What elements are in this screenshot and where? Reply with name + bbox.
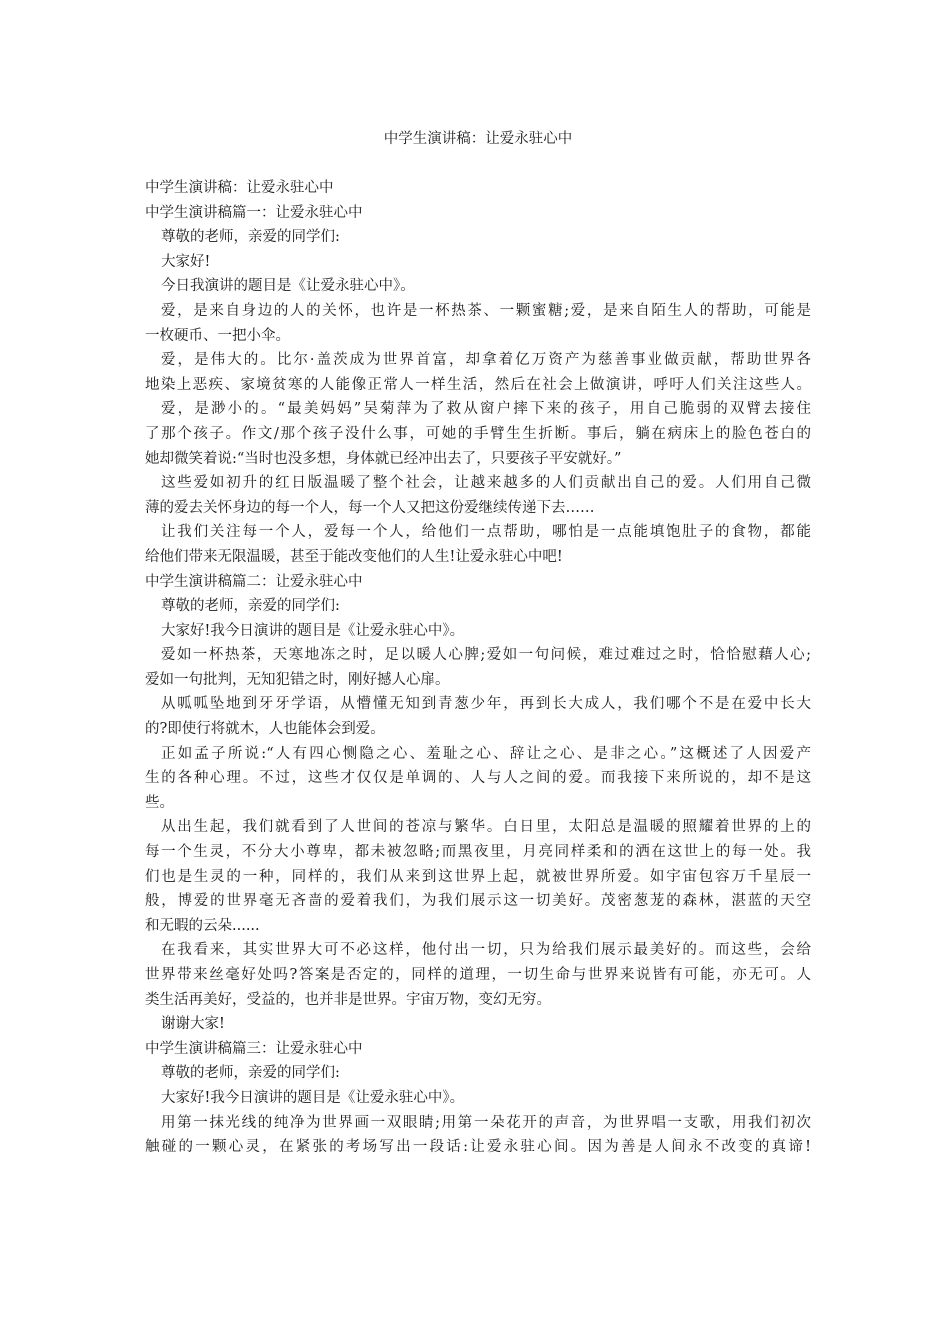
text-line: 类生活再美好，受益的，也并非是世界。宇宙万物，变幻无穷。: [145, 991, 551, 1008]
text-line: 中学生演讲稿篇三：让爱永驻心中: [145, 1040, 363, 1057]
text-line: 了那个孩子。作文/那个孩子没什么事，可她的手臂生生折断。事后，躺在病床上的脸色苍白的: [145, 425, 811, 442]
text-line: 们也是生灵的一种，同样的，我们从来到这世界上起，就被世界所爱。如宇宙包容万千星辰一: [145, 868, 811, 885]
text-line: 每一个生灵，不分大小尊卑，都未被忽略;而黑夜里，月亮同样柔和的洒在这世上的每一处。我: [145, 844, 811, 861]
text-line: 大家好!: [161, 253, 211, 270]
text-line: 中学生演讲稿篇一：让爱永驻心中: [145, 204, 363, 221]
text-line: 爱，是来自身边的人的关怀，也许是一杯热茶、一颗蜜糖;爱，是来自陌生人的帮助，可能是: [161, 302, 811, 319]
text-line: 一枚硬币、一把小伞。: [145, 327, 290, 344]
text-line: 从出生起，我们就看到了人世间的苍凉与繁华。白日里，太阳总是温暖的照耀着世界的上的: [161, 819, 811, 836]
text-line: 爱如一句批判，无知犯错之时，刚好撼人心扉。: [145, 671, 450, 688]
text-line: 世界带来丝毫好处吗?答案是否定的，同样的道理，一切生命与世界来说皆有可能，亦无可。人: [145, 967, 811, 983]
text-line: 中学生演讲稿：让爱永驻心中: [145, 180, 334, 196]
text-line: 尊敬的老师，亲爱的同学们:: [161, 598, 340, 615]
text-line: 今日我演讲的题目是《让爱永驻心中》。: [161, 278, 415, 295]
text-line: 从呱呱坠地到牙牙学语，从懵懂无知到青葱少年，再到长大成人，我们哪个不是在爱中长大: [161, 696, 811, 713]
text-line: 尊敬的老师，亲爱的同学们:: [161, 1065, 340, 1082]
text-line: 用第一抹光线的纯净为世界画一双眼睛;用第一朵花开的声音，为世界唱一支歌，用我们初次: [161, 1114, 811, 1131]
text-line: 爱，是渺小的。“最美妈妈”吴菊萍为了救从窗户摔下来的孩子，用自己脆弱的双臂去接住: [161, 401, 811, 418]
text-line: 尊敬的老师，亲爱的同学们:: [161, 229, 340, 246]
text-line: 的?即使行将就木，人也能体会到爱。: [145, 721, 385, 738]
text-line: 爱如一杯热茶，天寒地冻之时，足以暖人心脾;爱如一句问候，难过难过之时，恰恰慰藉人心;: [161, 647, 811, 664]
text-line: 大家好!我今日演讲的题目是《让爱永驻心中》。: [161, 1089, 465, 1106]
text-line: 中学生演讲稿篇二：让爱永驻心中: [145, 573, 363, 590]
text-line: 触碰的一颗心灵，在紧张的考场写出一段话:让爱永驻心间。因为善是人间永不改变的真谛!: [145, 1139, 811, 1156]
text-line: 这些爱如初升的红日版温暖了整个社会，让越来越多的人们贡献出自己的爱。人们用自己微: [161, 475, 811, 492]
text-line: 和无暇的云朵......: [145, 917, 260, 934]
text-line: 地染上恶疾、家境贫寒的人能像正常人一样生活，然后在社会上做演讲，呼吁人们关注这些人。: [145, 376, 811, 393]
text-line: 薄的爱去关怀身边的每一个人，每一个人又把这份爱继续传递下去……: [145, 499, 595, 516]
text-line: 给他们带来无限温暖，甚至于能改变他们的人生!让爱永驻心中吧!: [145, 548, 563, 565]
text-line: 大家好!我今日演讲的题目是《让爱永驻心中》。: [161, 622, 465, 639]
text-line: 在我看来，其实世界大可不必这样，他付出一切，只为给我们展示最美好的。而这些，会给: [161, 942, 811, 959]
text-line: 正如孟子所说:“人有四心恻隐之心、羞耻之心、辞让之心、是非之心。”这概述了人因爱产: [161, 745, 811, 762]
text-line: 生的各种心理。不过，这些才仅仅是单调的、人与人之间的爱。而我接下来所说的，却不是这: [145, 770, 811, 787]
text-line: 般，博爱的世界毫无吝啬的爱着我们，为我们展示这一切美好。茂密葱茏的森林，湛蓝的天空: [145, 893, 811, 910]
text-line: 她却微笑着说:“当时也没多想，身体就已经冲出去了，只要孩子平安就好。”: [145, 450, 622, 467]
text-line: 谢谢大家!: [161, 1016, 225, 1033]
text-line: 让我们关注每一个人，爱每一个人，给他们一点帮助，哪怕是一点能填饱肚子的食物，都能: [161, 524, 811, 541]
text-line: 些。: [145, 794, 174, 811]
text-line: 爱，是伟大的。比尔·盖茨成为世界首富，却拿着亿万资产为慈善事业做贡献，帮助世界各: [161, 352, 811, 369]
document-title: 中学生演讲稿：让爱永驻心中: [383, 131, 573, 147]
document-body: [145, 176, 811, 1160]
